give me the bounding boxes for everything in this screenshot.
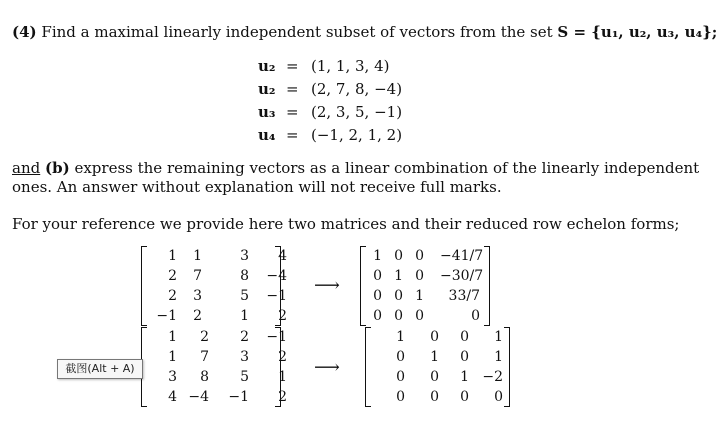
matrix-cell: 1	[193, 248, 202, 264]
matrix-cell: 2	[240, 329, 249, 345]
vector-name: u₂	[258, 80, 276, 98]
matrix-cell: 7	[200, 349, 209, 365]
matrix-cell: 0	[415, 268, 424, 284]
vector-row	[0, 126, 653, 144]
and-word: and	[12, 159, 41, 177]
vector-name: u₂	[258, 57, 276, 75]
matrix-a-rref	[360, 246, 490, 326]
matrix-cell: −41/7	[440, 248, 484, 264]
matrix-cell: 0	[373, 268, 382, 284]
matrix-cell: 3	[240, 349, 249, 365]
matrix-cell: 0	[430, 369, 439, 385]
part-b-label: (b)	[45, 159, 70, 177]
matrix-cell: 0	[394, 248, 403, 264]
matrix-cell: −1	[156, 308, 177, 324]
part-b-line2: ones. An answer without explanation will not receive full marks.	[12, 178, 502, 196]
matrix-cell: 0	[494, 389, 503, 405]
matrix-cell: 0	[373, 288, 382, 304]
matrix-cell: 0	[396, 349, 405, 365]
matrix-cell: 5	[240, 288, 249, 304]
arrow-a: ⟶	[314, 275, 340, 296]
matrix-cell: −4	[266, 268, 287, 284]
matrix-cell: 0	[394, 308, 403, 324]
matrix-cell: 2	[193, 308, 202, 324]
matrix-cell: 7	[193, 268, 202, 284]
vector-value: (2, 7, 8, −4)	[311, 80, 403, 98]
matrix-b-rref	[365, 327, 510, 407]
matrix-cell: 0	[396, 369, 405, 385]
matrix-cell: 5	[240, 369, 249, 385]
matrix-cell: 3	[193, 288, 202, 304]
matrix-cell: 1	[278, 369, 287, 385]
matrix-cell: 8	[200, 369, 209, 385]
right-bracket	[504, 327, 510, 407]
matrix-cell: 0	[373, 308, 382, 324]
matrix-cell: −30/7	[440, 268, 484, 284]
matrix-cell: 2	[168, 288, 177, 304]
matrix-cell: 2	[200, 329, 209, 345]
matrix-cell: 2	[278, 308, 287, 324]
vector-name: u₄	[258, 126, 276, 144]
vector-value: (2, 3, 5, −1)	[311, 103, 403, 121]
matrix-cell: 1	[373, 248, 382, 264]
matrix-cell: 0	[394, 288, 403, 304]
matrix-b	[141, 327, 287, 407]
matrix-cell: 1	[168, 248, 177, 264]
equals-sign: =	[286, 57, 299, 75]
matrix-cell: 0	[430, 329, 439, 345]
part-b-text: express the remaining vectors as a linear combination of the linearly independent	[74, 159, 700, 177]
matrix-cell: −2	[482, 369, 503, 385]
matrix-cell: 1	[460, 369, 469, 385]
matrix-cell: 0	[430, 389, 439, 405]
matrix-cell: 0	[471, 308, 480, 324]
matrix-cell: −4	[188, 389, 209, 405]
matrix-cell: 1	[415, 288, 424, 304]
problem-statement	[12, 23, 717, 41]
matrix-cell: 0	[460, 349, 469, 365]
matrix-cell: 1	[494, 329, 503, 345]
equals-sign: =	[286, 80, 299, 98]
matrix-cell: 4	[278, 248, 287, 264]
vector-row	[0, 57, 653, 75]
problem-intro: Find a maximal linearly independent subset of vectors from the set	[41, 23, 553, 41]
matrix-cell: 0	[396, 389, 405, 405]
problem-number: (4)	[12, 23, 37, 41]
equals-sign: =	[286, 103, 299, 121]
matrix-cell: 3	[240, 248, 249, 264]
matrix-cell: 2	[278, 349, 287, 365]
matrix-cell: 4	[168, 389, 177, 405]
vector-row	[0, 80, 653, 98]
matrix-cell: 0	[415, 308, 424, 324]
left-bracket	[365, 327, 371, 407]
left-bracket	[360, 246, 366, 326]
right-bracket	[484, 246, 490, 326]
matrix-cell: −1	[228, 389, 249, 405]
equals-sign: =	[286, 126, 299, 144]
vector-value: (−1, 2, 1, 2)	[311, 126, 403, 144]
matrix-cell: 1	[394, 268, 403, 284]
matrix-cell: 1	[396, 329, 405, 345]
vector-row	[0, 103, 653, 121]
matrix-cell: 1	[168, 329, 177, 345]
matrix-cell: 8	[240, 268, 249, 284]
matrix-cell: 2	[168, 268, 177, 284]
matrix-cell: 2	[278, 389, 287, 405]
matrix-cell: 1	[430, 349, 439, 365]
vector-name: u₃	[258, 103, 276, 121]
matrix-cell: 0	[460, 389, 469, 405]
matrix-a	[141, 246, 287, 326]
screenshot-tooltip[interactable]: 截图(Alt + A)	[57, 359, 143, 379]
matrix-cell: −1	[266, 329, 287, 345]
arrow-b: ⟶	[314, 357, 340, 378]
vector-value: (1, 1, 3, 4)	[311, 57, 390, 75]
reference-text: For your reference we provide here two matrices and their reduced row echelon forms;	[12, 215, 680, 233]
matrix-cell: 0	[415, 248, 424, 264]
left-bracket	[141, 246, 147, 326]
matrix-cell: 0	[460, 329, 469, 345]
matrix-cell: 3	[168, 369, 177, 385]
matrix-cell: 1	[240, 308, 249, 324]
matrix-cell: 1	[168, 349, 177, 365]
matrix-cell: 1	[494, 349, 503, 365]
matrix-cell: 33/7	[448, 288, 480, 304]
part-b-line1	[12, 159, 699, 177]
set-expression: S = {u₁, u₂, u₃, u₄};	[557, 23, 717, 41]
matrix-cell: −1	[266, 288, 287, 304]
